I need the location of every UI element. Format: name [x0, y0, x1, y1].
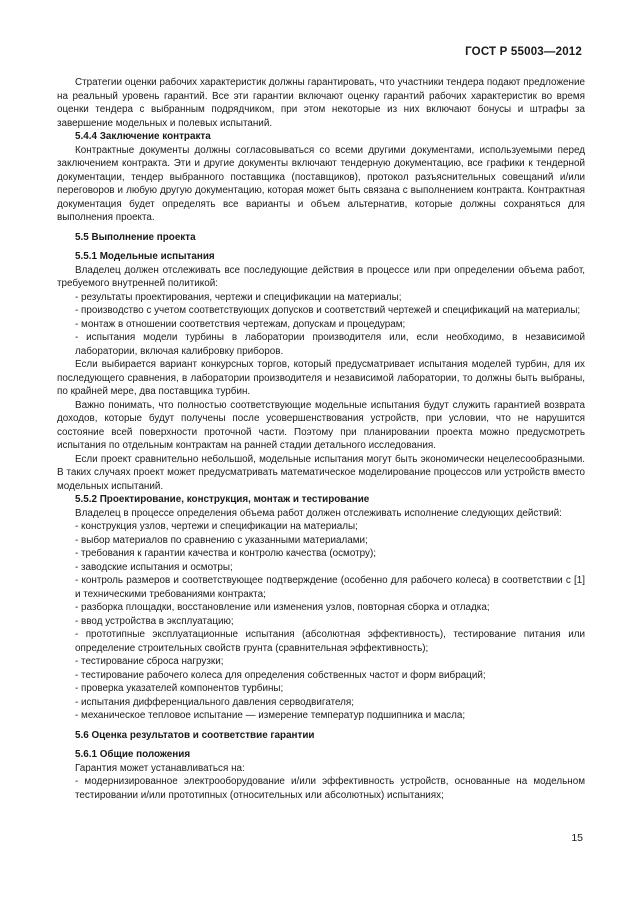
list-item: - заводские испытания и осмотры; — [75, 561, 233, 573]
list-item: - прототипные эксплуатационные испытания (абсолютная эффективность), тестирование питания или определение строительных свойств грунта (сравнительная эффективность); — [75, 629, 585, 654]
list-item: - контроль размеров и соответствующее подтверждение (особенно для рабочего колеса) в соответствии с [1] и техническими требованиями контракта; — [75, 575, 585, 600]
paragraph: Гарантия может устанавливаться на: — [75, 762, 245, 774]
list-item: - механическое тепловое испытание — измерение температур подшипника и масла; — [75, 710, 466, 721]
list-item: - требования к гарантии качества и контролю качества (осмотру); — [75, 548, 376, 559]
list-item: - испытания модели турбины в лаборатории производителя или, если необходимо, в независимой лаборатории, включая калибровку приборов. — [75, 332, 585, 357]
section-heading-5-6: 5.6 Оценка результатов и соответствие гарантии — [75, 729, 315, 741]
list-item: - монтаж в отношении соответствия чертежам, допускам и процедурам; — [75, 318, 406, 330]
list-item: - тестирование сброса нагрузки; — [75, 656, 224, 667]
list-item: - конструкция узлов, чертежи и спецификации на материалы; — [75, 521, 358, 532]
subsection-heading-5-6-1: 5.6.1 Общие положения — [75, 749, 191, 760]
list-item: - проверка указателей компонентов турбины; — [75, 683, 284, 694]
paragraph: Если проект сравнительно небольшой, модельные испытания могут быть экономически нецелесообразными. В таких случаях проект может предусматривать математическое моделирование процессов или устройств вместо модельных испытаний. — [57, 453, 585, 492]
list-item: - ввод устройства в эксплуатацию; — [75, 615, 234, 627]
paragraph: Контрактные документы должны согласовываться со всеми другими документами, используемыми перед заключением контракта. Эти и другие документы включают тендерную документацию, все графики к тендерной документации, тендер выбранного поставщика (поставщиков), протокол разъяснительных совещаний и/или переговоров и любую другую документацию, которая может быть связана с выполнением контракта. Контрактная документация будет определять все варианты и объем альтернатив, которые должны сохраняться для выполнения проекта. — [57, 144, 585, 223]
document-header: ГОСТ Р 55003—2012 — [465, 46, 582, 58]
list-item: - выбор материалов по сравнению с указанными материалами; — [75, 534, 368, 546]
subsection-heading-5-5-1: 5.5.1 Модельные испытания — [75, 251, 215, 262]
list-item: - тестирование рабочего колеса для определения собственных частот и форм вибраций; — [75, 669, 486, 681]
list-item: - разборка площадки, восстановление или изменения узлов, повторная сборка и отладка; — [75, 602, 490, 613]
list-item: - испытания дифференциального давления серводвигателя; — [75, 696, 355, 708]
subsection-heading-5-5-2: 5.5.2 Проектирование, конструкция, монтаж и тестирование — [75, 494, 370, 505]
paragraph: Владелец должен отслеживать все последующие действия в процессе или при определении объема работ, требуемого внутренней политикой: — [57, 264, 585, 289]
paragraph: Если выбирается вариант конкурсных торгов, который предусматривает испытания моделей турбин, для их последующего сравнения, в лаборатории производителя и независимой лаборатории, то должны быть выбраны, по крайней мере, два поставщика турбин. — [57, 359, 585, 397]
paragraph: Владелец в процессе определения объема работ должен отслеживать исполнение следующих действий: — [75, 507, 562, 519]
list-item: - модернизированное электрооборудование и/или эффективность устройств, основанные на модельном тестировании и/или прототипных (относительных или абсолютных) испытаниях; — [75, 776, 585, 801]
list-item: - результаты проектирования, чертежи и спецификации на материалы; — [75, 291, 402, 303]
paragraph: Стратегии оценки рабочих характеристик должны гарантировать, что участники тендера подают предложение на реальный уровень гарантий. Все эти гарантии включают оценку гарантий рабочих характеристик во время оценки тендера с выбранным подрядчиком, при этом некоторые из них включают бонусы и штрафы за завершение модельных и полевых испытаний. — [57, 77, 585, 129]
subsection-heading-5-4-4: 5.4.4 Заключение контракта — [75, 131, 211, 142]
page-body — [57, 76, 585, 802]
paragraph: Важно понимать, что полностью соответствующие модельные испытания будут служить гарантией возврата доходов, которые будут получены после усовершенствования устройств, при условии, что не нарушится состояние всей поверхности проточной части. Поэтому при планировании проекта можно предусмотреть испытания по отдельным контрактам на ранней стадии детального исследования. — [57, 399, 585, 451]
page-number: 15 — [571, 832, 583, 844]
list-item: - производство с учетом соответствующих допусков и соответствий чертежей и спецификаций на материалы; — [75, 305, 581, 316]
section-heading-5-5: 5.5 Выполнение проекта — [75, 231, 196, 243]
